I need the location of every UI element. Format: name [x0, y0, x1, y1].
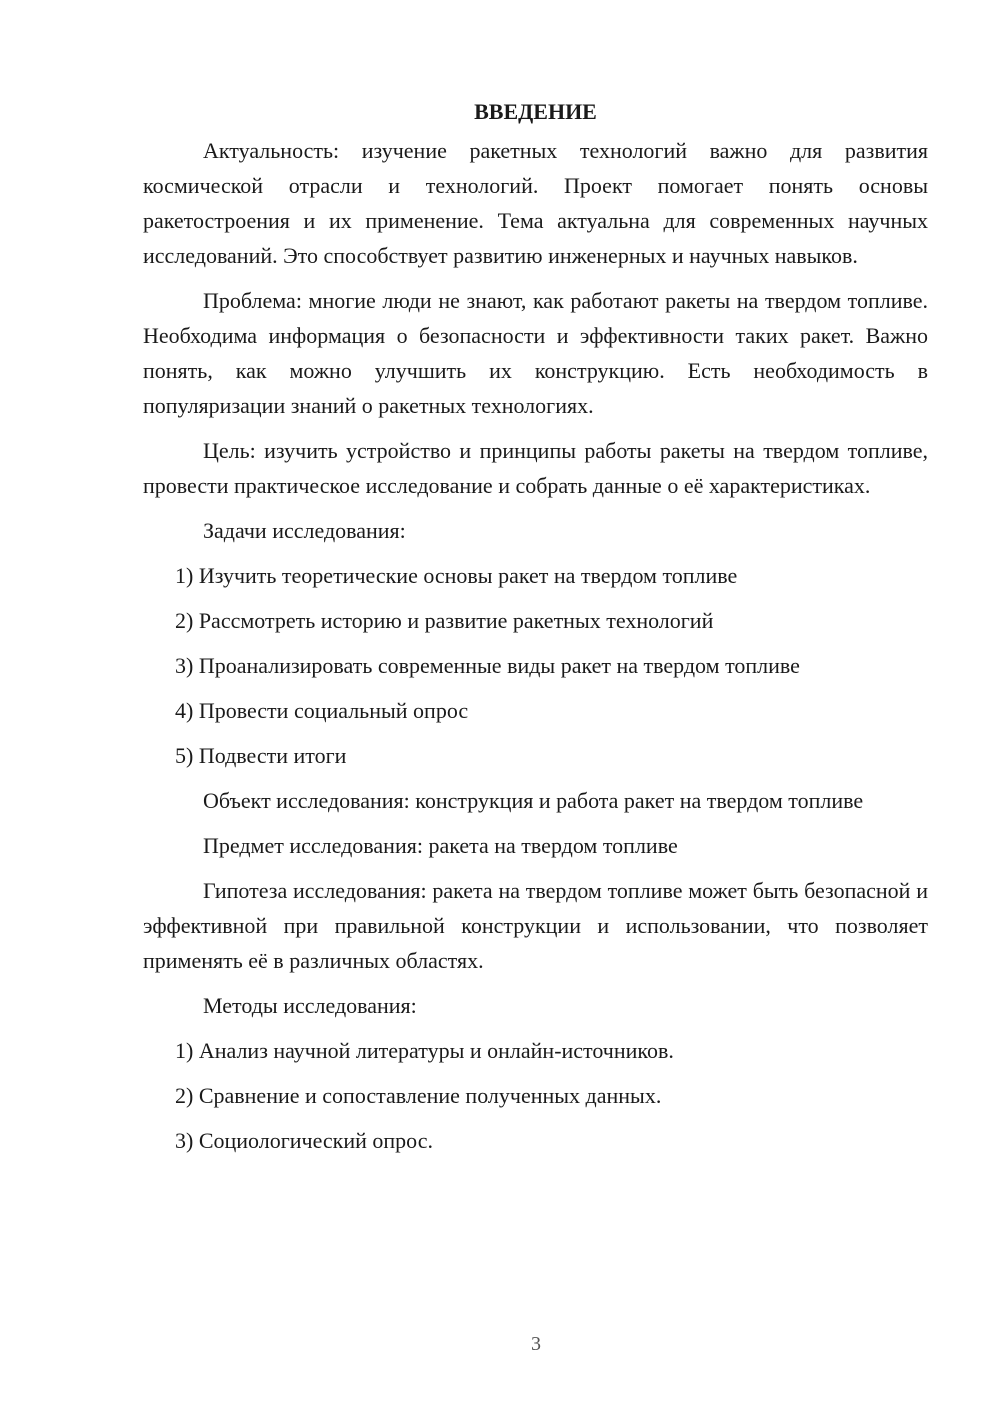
- list-item: 1) Изучить теоретические основы ракет на твердом топливе: [175, 563, 738, 588]
- page-content: [143, 94, 928, 1168]
- paragraph-relevance: Актуальность: изучение ракетных технологий важно для развития космической отрасли и технологий. Проект помогает понять основы ракетостроения и их применение. Тема актуальна для современных научных исследований. Это способствует развитию инженерных и научных навыков.: [143, 138, 928, 268]
- paragraph-goal: Цель: изучить устройство и принципы работы ракеты на твердом топливе, провести практическое исследование и собрать данные о её характеристиках.: [143, 438, 928, 498]
- methods-heading: Методы исследования:: [203, 993, 417, 1018]
- list-item: 3) Проанализировать современные виды ракет на твердом топливе: [175, 653, 800, 678]
- list-item: 5) Подвести итоги: [175, 743, 347, 768]
- paragraph-object: Объект исследования: конструкция и работа ракет на твердом топливе: [203, 788, 864, 813]
- paragraph-hypothesis: Гипотеза исследования: ракета на твердом топливе может быть безопасной и эффективной при правильной конструкции и использовании, что позволяет применять её в различных областях.: [143, 878, 928, 973]
- paragraph-subject: Предмет исследования: ракета на твердом топливе: [203, 833, 678, 858]
- page-number: 3: [531, 1333, 541, 1355]
- list-item: 3) Социологический опрос.: [175, 1128, 433, 1153]
- tasks-heading: Задачи исследования:: [203, 518, 406, 543]
- list-item: 4) Провести социальный опрос: [175, 698, 469, 723]
- page-title: ВВЕДЕНИЕ: [474, 99, 597, 124]
- tasks-list: [143, 558, 928, 773]
- list-item: 2) Сравнение и сопоставление полученных данных.: [175, 1083, 662, 1108]
- paragraph-problem: Проблема: многие люди не знают, как работают ракеты на твердом топливе. Необходима информация о безопасности и эффективности таких ракет. Важно понять, как можно улучшить их конструкцию. Есть необходимость в популяризации знаний о ракетных технологиях.: [143, 288, 928, 418]
- list-item: 2) Рассмотреть историю и развитие ракетных технологий: [175, 608, 714, 633]
- methods-list: [143, 1033, 928, 1158]
- list-item: 1) Анализ научной литературы и онлайн-источников.: [175, 1038, 674, 1063]
